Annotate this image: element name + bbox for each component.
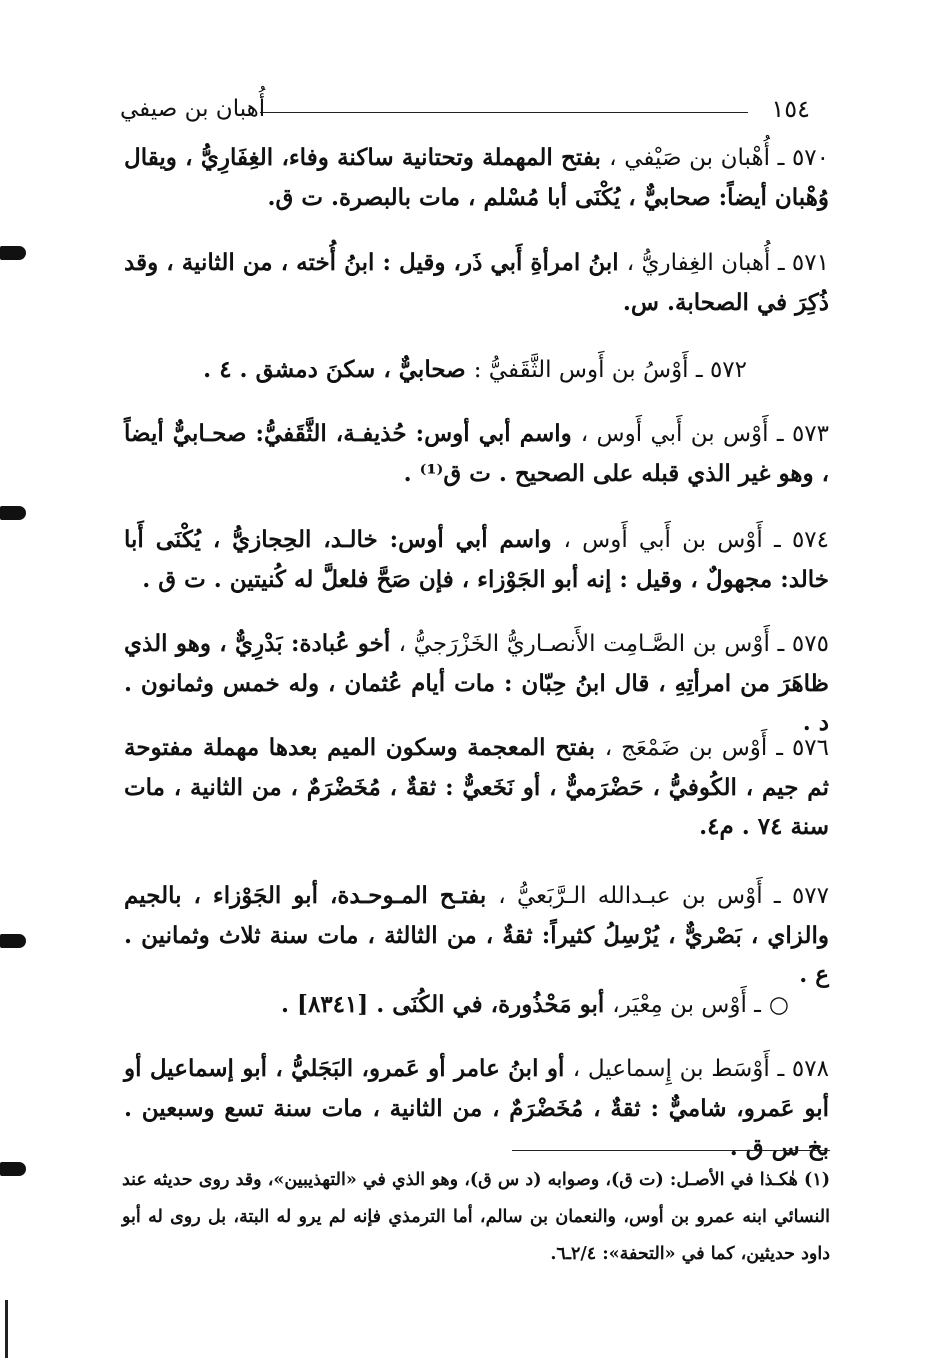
entry-570: ٥٧٠ ـ أُهْبان بن صَيْفي ، بفتح المهملة وتحتانية ساكنة وفاء، الغِفَارِيُّ ، ويقال وُهْبان أيضاً: صحابيٌّ ، يُكْنَى أبا مُسْلم ، مات بالبصرة. ت ق. — [124, 144, 829, 211]
scan-margin-mark — [0, 934, 26, 948]
entry-578: ٥٧٨ ـ أَوْسَط بن إِسماعيل ، أو ابنُ عامر أو عَمرو، البَجَليُّ ، أبو إسماعيل أو أبو عَمرو، شاميٌّ : ثقةٌ ، مُخَضْرَمٌ ، من الثانية ، مات سنة تسع وسبعين . بخ س ق . — [124, 1055, 829, 1161]
entry-572: ٥٧٢ ـ أَوْسُ بن أَوس الثَّقَفيُّ : صحابيٌّ ، سكنَ دمشق . ٤ . — [203, 356, 747, 383]
entry-573: ٥٧٣ ـ أَوْس بن أَبي أَوس ، واسم أبي أوس: حُذيفـة، الثَّقَفيُّ: صحـابيٌّ أيضاً ، وهو غير الذي قبله على الصحيح . ت ق⁽¹⁾ . — [124, 420, 829, 487]
running-title: أُهبان بن صيفي — [120, 96, 266, 122]
scan-margin-mark — [0, 246, 26, 260]
circle-marker: ○ — [768, 991, 789, 1018]
entry-571: ٥٧١ ـ أُهبان الغِفاريُّ ، ابنُ امرأةِ أَبي ذَر، وقيل : ابنُ أُخته ، من الثانية ، وقد ذُكِرَ في الصحابة. س. — [124, 249, 829, 316]
page-number: ١٥٤ — [771, 95, 810, 123]
page-header — [120, 92, 810, 128]
entry-576: ٥٧٦ ـ أَوْس بن ضَمْعَج ، بفتح المعجمة وسكون الميم بعدها مهملة مفتوحة ثم جيم ، الكُوفيُّ ، حَضْرَميٌّ ، أو نَخَعيٌّ : ثقةٌ ، مُخَضْرَمٌ ، من الثانية ، مات سنة ٧٤ . م٤. — [124, 734, 830, 840]
footnote-separator — [512, 1150, 830, 1151]
entry-574: ٥٧٤ ـ أَوْس بن أَبي أَوس ، واسم أبي أوس: خالـد، الحِجازيُّ ، يُكْنَى أَبا خالد: مجهولٌ ، وقيل : إنه أبو الجَوْزاء ، فإن صَحَّ فلعلَّ له كُنيتين . ت ق . — [124, 526, 830, 593]
scan-margin-mark — [0, 1162, 26, 1176]
scan-edge-line — [5, 1300, 8, 1358]
entry-577: ٥٧٧ ـ أَوْس بن عبـدالله الـرَّبَعيُّ ، بفتـح المـوحـدة، أبو الجَوْزاء ، بالجيم والزاي ، بَصْريٌّ ، يُرْسِلُ كثيراً: ثقةٌ ، من الثالثة ، مات سنة ثلاث وثمانين . ع . — [124, 882, 829, 988]
entry-575: ٥٧٥ ـ أَوْس بن الصَّـامِت الأَنصـاريُّ الخَزْرَجيُّ ، أخو عُبادة: بَدْرِيٌّ ، وهو الذي ظاهَرَ من امرأتِهِ ، قال ابنُ حِبّان : مات أيام عُثمان ، وله خمس وثمانون . د . — [124, 630, 829, 736]
entry-cross-reference: ○ ـ أَوْس بن مِعْيَر، أبو مَحْذُورة، في الكُنَى . [٨٣٤١] . — [281, 991, 789, 1018]
footnote-number: (١) — [804, 1170, 831, 1190]
scan-margin-mark — [0, 506, 26, 520]
footnote-text: هٰكـذا في الأصـل: (ت ق)، وصوابه (د س ق)، وهو الذي في «التهذيبين»، وقد روى حديثه عند النسائي ابنه عمرو بن أوس، والنعمان بن سالم، أما الترمذي فإنه لم يرو له البتة، بل روى له أبو داود حديثين، كما في «التحفة»: ٢/٤ـ٦. — [122, 1170, 830, 1264]
header-rule — [260, 112, 748, 113]
footnote-1 — [122, 1162, 830, 1273]
